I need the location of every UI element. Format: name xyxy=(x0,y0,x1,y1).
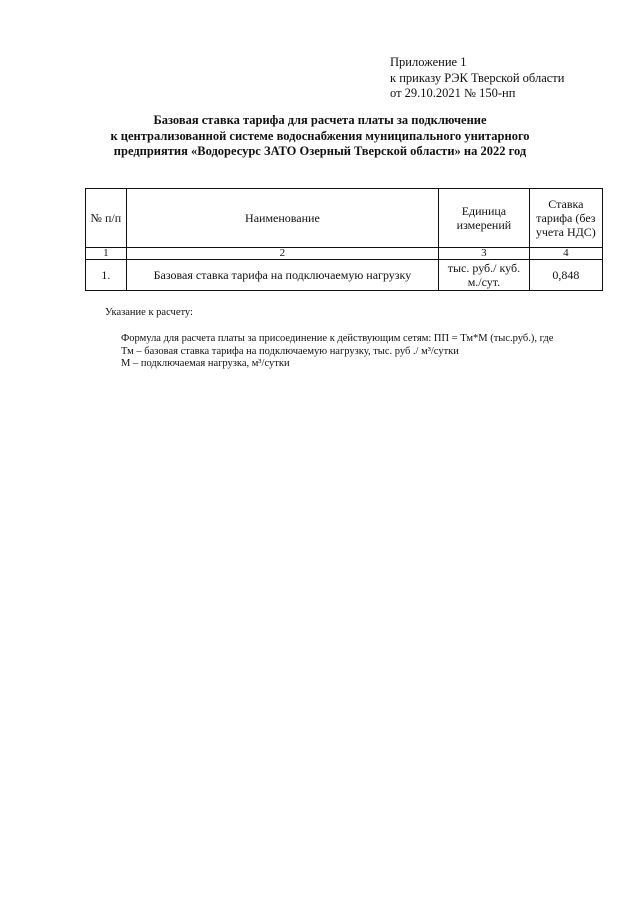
column-number-2: 2 xyxy=(126,248,438,260)
formula-line: Формула для расчета платы за присоединение к действующим сетям: ПП = Тм*М (тыс.руб.), где xyxy=(121,333,554,344)
title-line-3: предприятия «Водоресурс ЗАТО Озерный Тверской области» на 2022 год xyxy=(113,144,527,158)
appendix-line-1: Приложение 1 xyxy=(390,55,467,69)
appendix-line-3: от 29.10.2021 № 150-нп xyxy=(390,86,516,100)
formula-tm-line: Тм – базовая ставка тарифа на подключаемую нагрузку, тыс. руб ./ м³/сутки xyxy=(121,345,459,357)
header-no: № п/п xyxy=(86,189,127,248)
table-row xyxy=(86,260,603,291)
header-unit: Единица измерений xyxy=(439,189,530,248)
calc-heading: Указание к расчету: xyxy=(105,307,193,318)
column-number-3: 3 xyxy=(439,248,530,260)
tariff-table xyxy=(85,188,603,291)
column-number-4: 4 xyxy=(529,248,602,260)
appendix-line-2: к приказу РЭК Тверской области xyxy=(390,70,565,85)
formula-block xyxy=(121,333,553,371)
row-rate: 0,848 xyxy=(529,260,602,291)
column-number-1: 1 xyxy=(86,248,127,260)
formula-m-line: М – подключаемая нагрузка, м³/сутки xyxy=(121,358,290,369)
title-line-2: к централизованной системе водоснабжения муниципального унитарного xyxy=(110,128,530,143)
row-no: 1. xyxy=(86,260,127,291)
appendix-reference xyxy=(390,55,564,102)
document-title xyxy=(80,113,560,160)
header-rate: Ставка тарифа (без учета НДС) xyxy=(529,189,602,248)
header-name: Наименование xyxy=(126,189,438,248)
row-unit: тыс. руб./ куб. м./сут. xyxy=(439,260,530,291)
table-header-row xyxy=(86,189,603,248)
table-column-numbers-row xyxy=(86,248,603,260)
row-name: Базовая ставка тарифа на подключаемую нагрузку xyxy=(126,260,438,291)
title-line-1: Базовая ставка тарифа для расчета платы за подключение xyxy=(153,113,487,127)
